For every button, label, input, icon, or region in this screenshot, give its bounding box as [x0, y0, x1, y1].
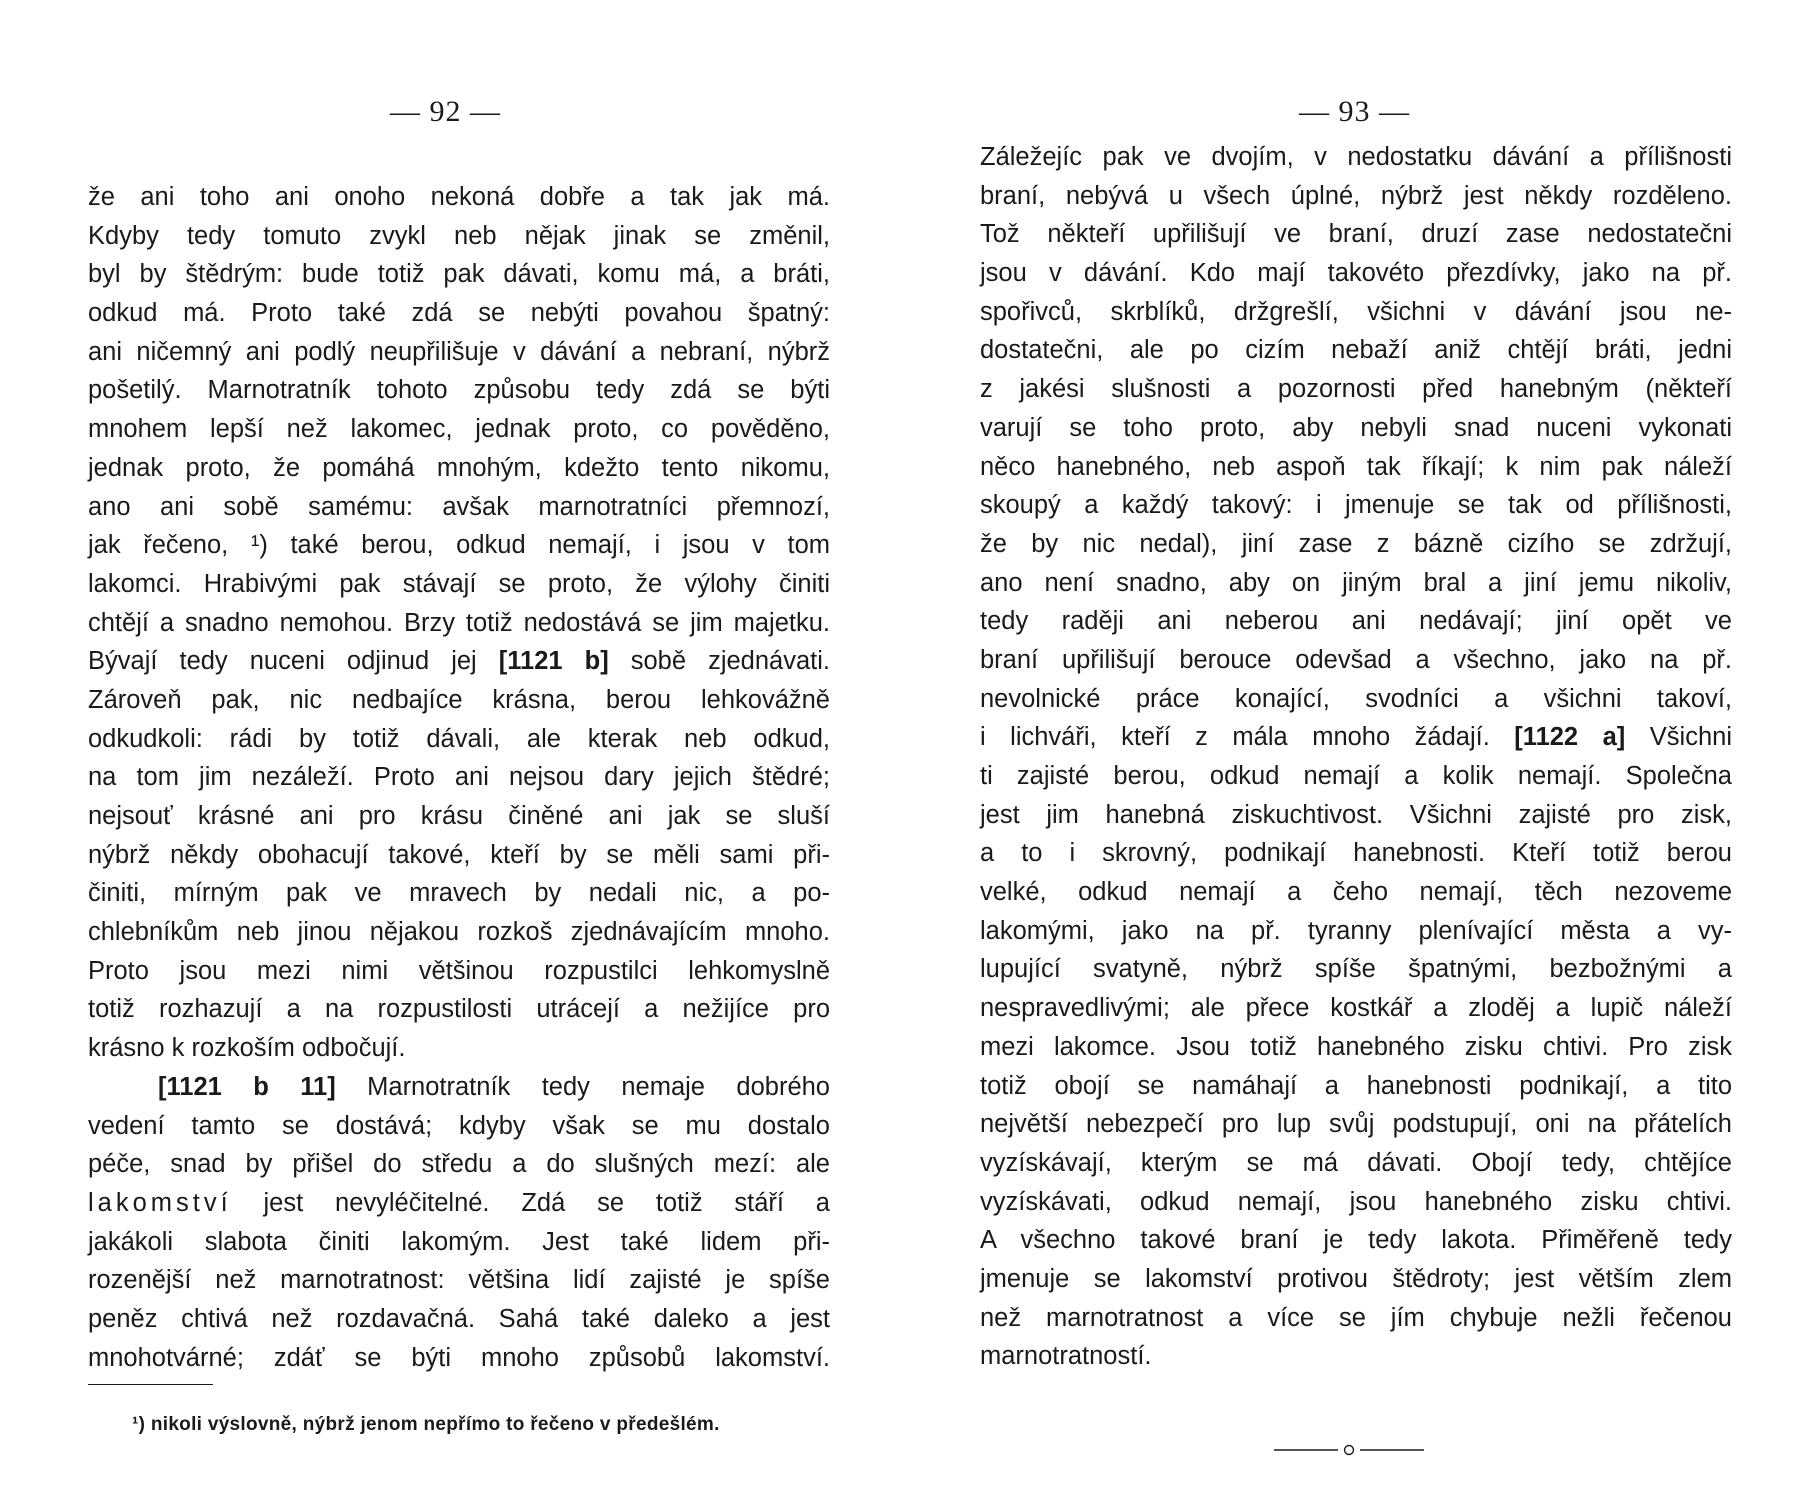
text-line: jmenuje se lakomství protivou štědroty; jest větším zlem [980, 1264, 1732, 1293]
text-line: jednak proto, že pomáhá mnohým, kdežto tento nikomu, [88, 453, 830, 482]
text-line: něco hanebného, neb aspoň tak říkají; k nim pak náleží [980, 452, 1732, 481]
page-number: — 92 — [390, 95, 501, 128]
right-page [909, 0, 1818, 1500]
text-line: Tož někteří upřilišují ve braní, druzí zase nedostatečni [980, 220, 1732, 249]
footnote-divider [88, 1384, 213, 1385]
footnote: ¹) nikoli výslovně, nýbrž jenom nepřímo to řečeno v předešlém. [132, 1414, 720, 1435]
text-line: péče, snad by přišel do středu a do slušných mezí: ale [88, 1150, 830, 1179]
text-line: chlebníkům neb jinou nějakou rozkoš zjednávajícím mnoho. [88, 918, 830, 947]
text-line: Zároveň pak, nic nedbajíce krásna, berou lehkovážně [88, 685, 830, 714]
text-line: marnotratností. [980, 1342, 1152, 1371]
bekker-reference: [1121 b] [498, 647, 609, 676]
text-line: Proto jsou mezi nimi většinou rozpustilci lehkomyslně [88, 956, 830, 985]
text-line: Záležejíc pak ve dvojím, v nedostatku dávání a přílišnosti [980, 143, 1732, 171]
text-line: byl by štědrým: bude totiž pak dávati, komu má, a bráti, [88, 260, 830, 289]
text-line: lupující svatyně, nýbrž spíše špatnými, bezbožnými a [980, 955, 1732, 984]
text-line: nýbrž někdy obohacují takové, kteří by se měli sami při- [88, 840, 830, 869]
text-line: vedení tamto se dostává; kdyby však se mu dostalo [88, 1111, 830, 1140]
text-line: pošetilý. Marnotratník tohoto způsobu tedy zdá se býti [88, 376, 830, 405]
text-line: braní, nebývá u všech úplné, nýbrž jest někdy rozděleno. [980, 181, 1732, 210]
text-line: nejsouť krásné ani pro krásu činěné ani jak se sluší [88, 802, 830, 830]
text-line: než marnotratnost a více se jím chybuje nežli řečenou [980, 1303, 1732, 1332]
text-line: peněz chtivá než rozdavačná. Sahá také daleko a jest [88, 1304, 830, 1333]
text-line: spořivců, skrblíků, držgrešlí, všichni v dávání jsou ne- [980, 297, 1732, 326]
text-line [88, 1068, 830, 1107]
text-line: dostatečni, ale po cizím nebaží aniž chtějí bráti, jedni [980, 336, 1732, 365]
text-line: největší nebezpečí pro lup svůj podstupují, oni na přátelích [980, 1110, 1732, 1139]
text-line: varují se toho proto, aby nebyli snad nuceni vykonati [980, 413, 1732, 442]
text-segment: Všichni [1649, 723, 1732, 752]
text-line: ani ničemný ani podlý neupřilišuje v dávání a nebraní, nýbrž [88, 337, 830, 366]
text-line: velké, odkud nemají a čeho nemají, těch nezoveme [980, 878, 1732, 907]
text-line: mnohotvárné; zdáť se býti mnoho způsobů lakomství. [88, 1343, 830, 1372]
text-line: totiž obojí se namáhají a hanebnosti podnikají, a tito [980, 1071, 1732, 1100]
text-line: skoupý a každý takový: i jmenuje se tak od přílišnosti, [980, 491, 1732, 520]
text-line: jak řečeno, ¹) také berou, odkud nemají, i jsou v tom [88, 531, 830, 560]
text-line: nevolnické práce konající, svodníci a všichni takoví, [980, 684, 1732, 713]
text-line: braní upřilišují berouce odevšad a všechno, jako na př. [980, 645, 1732, 674]
text-line: ti zajisté berou, odkud nemají a kolik nemají. Společna [980, 762, 1732, 790]
text-segment: sobě zjednávati. [630, 647, 830, 676]
text-line: že by nic nedal), jiní zase z bázně cizího se zdržují, [980, 529, 1732, 558]
text-line: odkudkoli: rádi by totiž dávali, ale kterak neb odkud, [88, 724, 830, 753]
text-line: totiž rozhazují a na rozpustilosti utrácejí a nežijíce pro [88, 995, 830, 1024]
text-line: lakomými, jako na př. tyranny plenívající města a vy- [980, 916, 1732, 945]
text-line: odkud má. Proto také zdá se nebýti povahou špatný: [88, 299, 830, 328]
text-line: jsou v dávání. Kdo mají takovéto přezdívky, jako na př. [980, 259, 1732, 288]
text-line: lakomci. Hrabivými pak stávají se proto, že výlohy činiti [88, 569, 830, 598]
text-segment: jest nevyléčitelné. Zdá se totiž stáří a [263, 1188, 830, 1217]
text-segment: i lichváři, kteří z mála mnoho žádají. [980, 723, 1490, 752]
bekker-reference: [1122 a] [1514, 723, 1626, 752]
text-line: vyzískávati, odkud nemají, jsou hanebného zisku chtivi. [980, 1187, 1732, 1216]
text-line: A všechno takové braní je tedy lakota. Přiměřeně tedy [980, 1226, 1732, 1255]
text-line: jakákoli slabota činiti lakomým. Jest také lidem při- [88, 1227, 830, 1256]
text-segment: Marnotratník tedy nemaje dobrého [367, 1072, 830, 1101]
text-line [88, 1184, 830, 1223]
text-line: vyzískávají, kterým se má dávati. Obojí tedy, chtějíce [980, 1148, 1732, 1177]
text-line: že ani toho ani onoho nekoná dobře a tak jak má. [88, 183, 830, 211]
text-line: chtějí a snadno nemohou. Brzy totiž nedostává se jim majetku. [88, 608, 830, 637]
text-line: krásno k rozkoším odbočují. [88, 1034, 406, 1063]
text-line: na tom jim nezáleží. Proto ani nejsou dary jejich štědré; [88, 763, 830, 792]
page-body-text [980, 138, 1732, 1376]
page-number: — 93 — [1299, 95, 1410, 128]
text-line: ano ani sobě samému: avšak marnotratníci přemnozí, [88, 492, 830, 521]
text-line [88, 642, 830, 681]
text-line: mezi lakomce. Jsou totiž hanebného zisku chtivi. Pro zisk [980, 1032, 1732, 1061]
text-line: mnohem lepší než lakomec, jednak proto, co pověděno, [88, 415, 830, 444]
text-line: jest jim hanebná ziskuchtivost. Všichni zajisté pro zisk, [980, 800, 1732, 829]
text-line: a to i skrovný, podnikají hanebnosti. Kteří totiž berou [980, 839, 1732, 868]
end-ornament-icon [1274, 1442, 1424, 1458]
text-line: činiti, mírným pak ve mravech by nedali nic, a po- [88, 879, 830, 908]
emphasized-term: lakomství [88, 1188, 232, 1217]
text-line: z jakési slušnosti a pozornosti před hanebným (někteří [980, 375, 1732, 404]
text-line: nespravedlivými; ale přece kostkář a zloděj a lupič náleží [980, 994, 1732, 1023]
bekker-reference: [1121 b 11] [158, 1072, 336, 1101]
text-line: ano není snadno, aby on jiným bral a jiní jemu nikoliv, [980, 568, 1732, 597]
text-line: tedy raději ani neberou ani nedávají; jiní opět ve [980, 607, 1732, 636]
text-line: rozenější než marnotratnost: většina lidí zajisté je spíše [88, 1266, 830, 1295]
text-line: Kdyby tedy tomuto zvykl neb nějak jinak se změnil, [88, 221, 830, 250]
text-line [980, 718, 1732, 757]
page-body-text [88, 178, 830, 1377]
text-segment: Bývají tedy nuceni odjinud jej [88, 647, 477, 676]
